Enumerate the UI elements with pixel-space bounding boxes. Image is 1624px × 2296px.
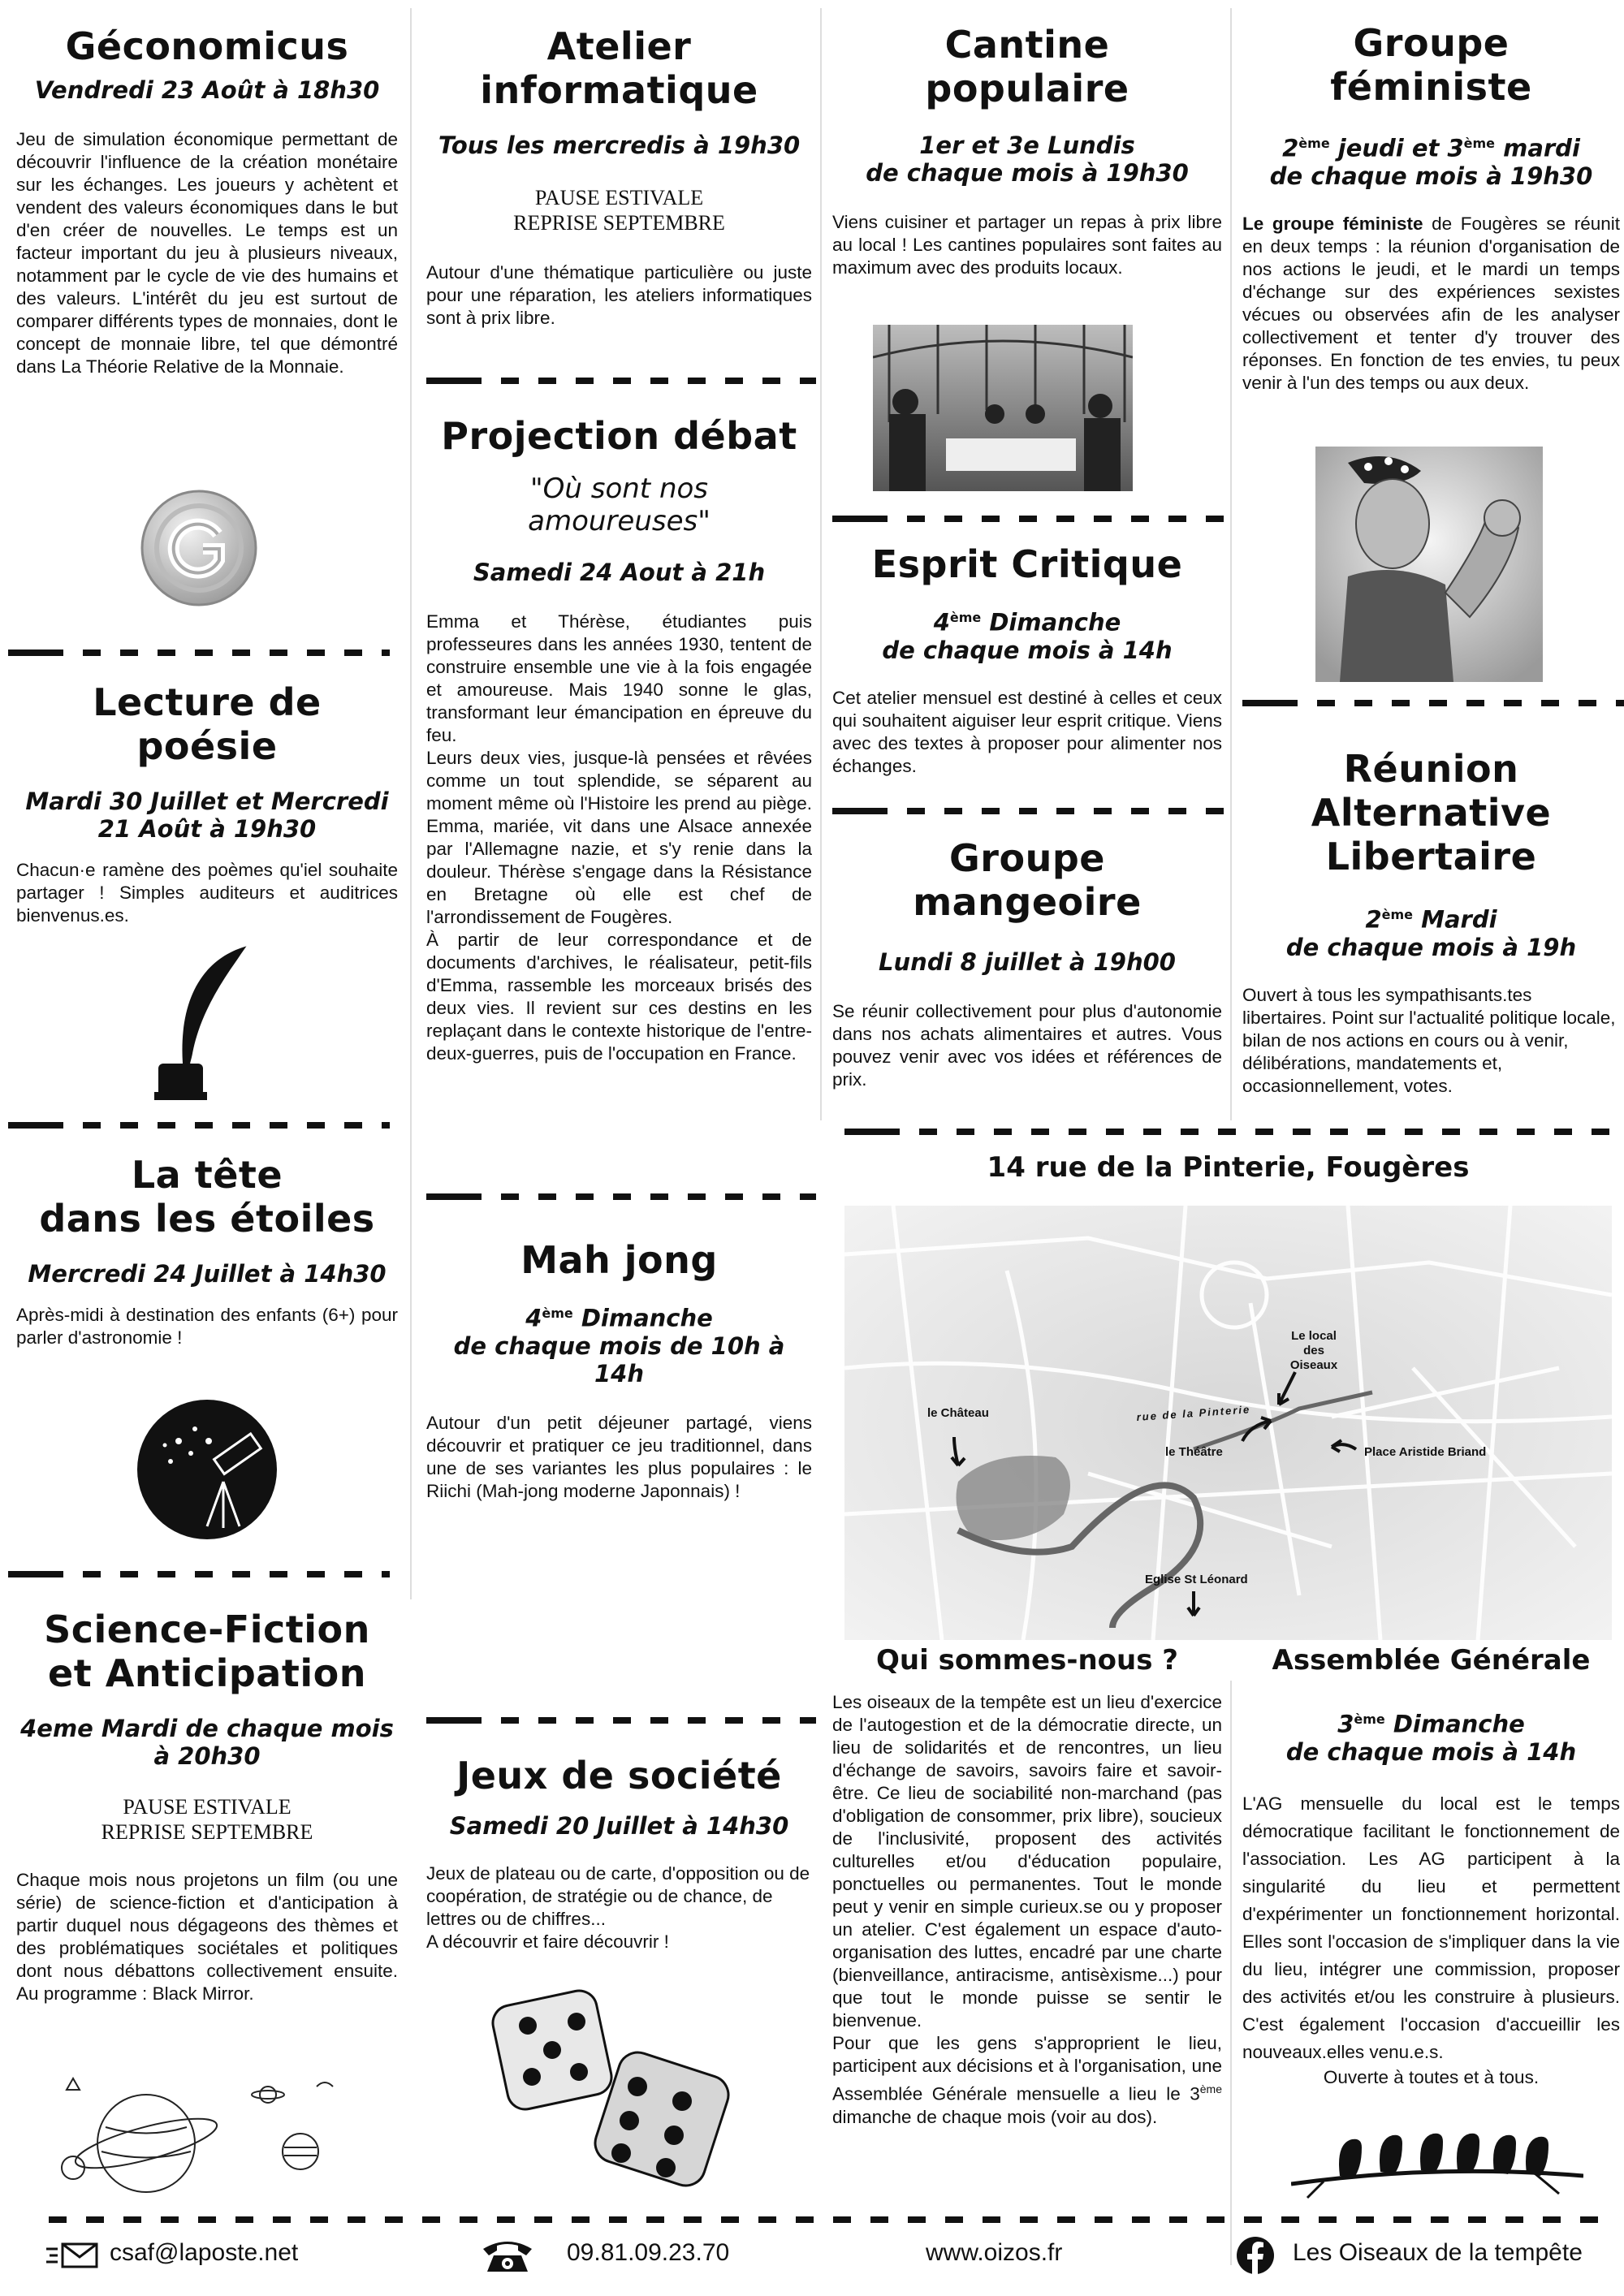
- event-title-line2: dans les étoiles: [39, 1197, 375, 1241]
- quill-icon: [146, 942, 260, 1104]
- pause-line2: REPRISE SEPTEMBRE: [513, 211, 725, 235]
- event-description: Autour d'un petit déjeuner partagé, viens découvrir et pratiquer ce jeu traditionnel, dans une de ses variantes les plus populaires : le Riichi (Mah-jong moderne Japonnais) !: [426, 1412, 812, 1501]
- event-description: Après-midi à destination des enfants (6+) pour parler d'astronomie !: [16, 1305, 398, 1348]
- event-reunion-alternative-libertaire: [1242, 747, 1620, 1098]
- event-poesie: [16, 680, 398, 927]
- event-title-line2: Alternative: [1311, 791, 1552, 835]
- footer-email-link[interactable]: csaf@laposte.net: [110, 2239, 299, 2266]
- section-title: Assemblée Générale: [1272, 1644, 1591, 1677]
- section-divider: [8, 1122, 390, 1129]
- map-label-place: Place Aristide Briand: [1364, 1445, 1487, 1459]
- section-divider: [426, 378, 816, 384]
- event-description-p1: Emma et Thérèse, étudiantes puis professeures dans les années 1930, tentent de construire ensemble une vie à la fois engagée et amoureuse. Mais 1940 sonne le glas, transformant leur émancipation en épreuve du feu.: [426, 611, 812, 745]
- section-closing: Ouverte à toutes et à tous.: [1323, 2066, 1540, 2087]
- event-title: Jeux de société: [456, 1754, 782, 1798]
- event-cantine-populaire: [832, 23, 1222, 279]
- event-atelier-informatique: [426, 24, 812, 330]
- section-divider: [8, 650, 390, 656]
- film-title-line1: "Où sont nos: [529, 473, 709, 505]
- event-projection-debat: [426, 414, 812, 1065]
- event-description-p1: Jeux de plateau ou de carte, d'opposition ou de coopération, de stratégie ou de chance, de lettres ou de chiffres...: [426, 1863, 810, 1929]
- event-title-line1: Groupe: [949, 836, 1105, 880]
- section-assemblee-generale: [1242, 1644, 1620, 2089]
- section-divider: [832, 516, 1230, 522]
- event-description-p2: Leurs deux vies, jusque-là pensées et rêvées comme un tout splendide, se séparent au moment même où l'Histoire les prend au piège. Emma, mariée, vit dans une Alsace annexée par l'Allemagne nazie, et s'y renie dans la douleur. Thérèse s'engage dans la Résistance en Bretagne où elle est chef de l'arrondissement de Fougères.: [426, 748, 812, 927]
- event-title-line2: mangeoire: [913, 880, 1142, 924]
- footer-phone[interactable]: 09.81.09.23.70: [567, 2239, 730, 2266]
- phone-icon: [479, 2234, 536, 2275]
- event-date: Samedi 20 Juillet à 14h30: [449, 1812, 789, 1840]
- birds-on-branch-illustration: [1291, 2107, 1583, 2204]
- section-description: L'AG mensuelle du local est le temps démocratique facilitant le fonctionnement de l'association. Les AG participent à la singularité du lieu et permettent d'expérimenter un fonctionnement horizontal. Elles sont l'occasion de s'impliquer dans la vie du lieu, intégrer une commission, proposer des activités et/ou les construire à plusieurs. C'est également l'occasion d'accueillir les nouveaux.elles venu.e.s.: [1242, 1793, 1620, 2062]
- event-title-line2: féministe: [1330, 65, 1532, 109]
- event-description: Cet atelier mensuel est destiné à celles et ceux qui souhaitent aiguiser leur esprit critique. Viens avec des textes à proposer pour alimenter nos échanges.: [832, 687, 1222, 776]
- mail-icon: [45, 2241, 100, 2270]
- map-label-local-line3: Oiseaux: [1289, 1358, 1338, 1372]
- footer-facebook-link[interactable]: Les Oiseaux de la tempête: [1293, 2239, 1583, 2266]
- event-date: 4ème Dimanche de chaque mois à 14h: [882, 608, 1173, 664]
- event-groupe-mangeoire: [832, 836, 1222, 1091]
- section-divider: [832, 808, 1230, 814]
- map-label-theatre: le Théâtre: [1165, 1445, 1223, 1459]
- dinner-photo: [873, 325, 1133, 491]
- event-description-p2: A découvrir et faire découvrir !: [426, 1931, 669, 1952]
- pause-line2: REPRISE SEPTEMBRE: [101, 1820, 313, 1844]
- telescope-icon: [134, 1396, 280, 1543]
- section-qui-sommes-nous: [832, 1644, 1222, 2129]
- event-mahjong: [426, 1238, 812, 1503]
- film-title-line2: amoureuses": [528, 505, 710, 537]
- section-divider: [1242, 700, 1624, 706]
- event-description: Se réunir collectivement pour plus d'autonomie dans nos achats alimentaires et autres. Vous pouvez venir avec vos idées et références de prix.: [832, 1001, 1222, 1090]
- section-title: Qui sommes-nous ?: [875, 1644, 1179, 1677]
- pause-line1: PAUSE ESTIVALE: [534, 186, 704, 209]
- event-date: Tous les mercredis à 19h30: [438, 132, 801, 159]
- event-title-line1: Lecture de: [93, 680, 322, 724]
- section-divider: [844, 1129, 1612, 1135]
- map-address: 14 rue de la Pinterie, Fougères: [987, 1151, 1470, 1184]
- location-map[interactable]: [844, 1206, 1612, 1640]
- facebook-icon: [1236, 2236, 1275, 2275]
- event-date-line2: de chaque mois à 19h30: [866, 159, 1189, 187]
- event-date: 4ème Dimanche de chaque mois de 10h à 14h: [453, 1304, 785, 1388]
- planets-illustration: [49, 2062, 374, 2200]
- event-title: Projection débat: [441, 414, 797, 458]
- event-date: 2ème Mardi de chaque mois à 19h: [1285, 905, 1577, 961]
- pause-line1: PAUSE ESTIVALE: [123, 1795, 292, 1819]
- section-divider: [426, 1193, 816, 1200]
- map-label-local-line2: des: [1303, 1344, 1324, 1357]
- event-date: Samedi 24 Aout à 21h: [473, 559, 766, 586]
- event-date: 3ème Dimanche de chaque mois à 14h: [1285, 1710, 1577, 1766]
- event-title-line3: Libertaire: [1325, 835, 1537, 878]
- map-label-local-line1: Le local: [1291, 1329, 1337, 1343]
- footer-divider: [49, 2216, 1600, 2223]
- event-description: Viens cuisiner et partager un repas à prix libre au local ! Les cantines populaires sont faites au maximum avec des produits locaux.: [832, 212, 1222, 278]
- event-date: Vendredi 23 Août à 18h30: [34, 76, 380, 104]
- footer-website-link[interactable]: www.oizos.fr: [926, 2239, 1063, 2266]
- map-label-eglise: Eglise St Léonard: [1145, 1573, 1248, 1586]
- event-title-line1: La tête: [131, 1153, 283, 1197]
- event-title: Mah jong: [520, 1238, 718, 1282]
- event-title-line1: Réunion: [1343, 747, 1519, 791]
- event-date: 2ème jeudi et 3ème mardi de chaque mois à 19h30: [1269, 134, 1593, 190]
- event-description: Autour d'une thématique particulière ou juste pour une réparation, les ateliers informatiques sont à prix libre.: [426, 262, 812, 328]
- event-description-p3: À partir de leur correspondance et de documents d'archives, le réalisateur, petit-fils d'Emma, rassemble les morceaux brisés des deux vies. Il revient sur ces destins en les replaçant dans le contexte historique de l'entre-deux-guerres, puis de l'occupation en France.: [426, 930, 812, 1064]
- event-date: Lundi 8 juillet à 19h00: [879, 948, 1176, 976]
- event-title-line1: Groupe: [1353, 21, 1510, 65]
- event-title-line1: Science-Fiction: [44, 1608, 370, 1651]
- event-jeux-de-societe: [426, 1754, 812, 1953]
- event-description: Jeu de simulation économique permettant de découvrir l'influence de la création monétaire sur les échanges. Les joueurs y achètent et vendent des valeurs économiques dans le but d'en créer de nouvelles. Le temps est un facteur important du jeu à plusieurs niveaux, notamment par le cycle de vie des humains et des valeurs. L'intérêt du jeu est surtout de comparer différents types de monnaies, dont le concept de monnaie libre, tel que démontré dans La Théorie Relative de la Monnaie.: [16, 129, 398, 377]
- event-title-line2: informatique: [480, 68, 758, 112]
- event-description: Chaque mois nous projetons un film (ou une série) de science-fiction et d'anticipation à partir duquel nous dégageons des thèmes et des problématiques sociétales et politiques dont nous débattons collectivement ensuite. Au programme : Black Mirror.: [16, 1870, 398, 2004]
- event-title-line2: poésie: [136, 724, 278, 768]
- event-date: Mercredi 24 Juillet à 14h30: [28, 1260, 387, 1288]
- event-geconomicus: [16, 24, 398, 378]
- section-divider: [8, 1571, 390, 1577]
- event-description: Chacun·e ramène des poèmes qu'iel souhaite partager ! Simples auditeurs et auditrices bienvenus.es.: [16, 860, 398, 926]
- dice-icon: [483, 1981, 743, 2200]
- event-groupe-feministe: [1242, 21, 1620, 395]
- event-title-line1: Atelier: [546, 24, 692, 68]
- event-esprit-critique: [832, 542, 1222, 778]
- event-title-line2: et Anticipation: [48, 1651, 366, 1695]
- event-date-line1: 1er et 3e Lundis: [919, 132, 1135, 159]
- map-label-chateau: le Château: [927, 1406, 989, 1420]
- section-description-p1: Les oiseaux de la tempête est un lieu d'exercice de l'autogestion et de la démocratie directe, un lieu de solidarités et de rencontres, un lieu d'échange de savoirs, savoirs faire et savoir-être. Ce lieu de sociabilité non-marchand (pas d'obligation de consommer, prix libre), soucieux de l'inclusivité, proposent des activités culturelles et/ou d'éducation populaire, ponctuelles ou permanentes. Tout le monde peut y venir en simple curieux.se ou y proposer un atelier. C'est également un espace d'auto-organisation des luttes, encadré par une charte (bienveillance, antiracisme, antisèxisme...) pour que tout le monde puisse se sentir le bienvenue.: [832, 1692, 1222, 2031]
- event-description: Ouvert à tous les sympathisants.tes libertaires. Point sur l'actualité politique locale, bilan de nos actions en cours ou à venir, délibérations, mandatements et, occasionnellement, votes.: [1242, 984, 1616, 1096]
- event-title: Géconomicus: [65, 24, 349, 68]
- event-date: 4eme Mardi de chaque mois à 20h30: [20, 1715, 394, 1770]
- coin-icon: [138, 487, 260, 609]
- event-title: Esprit Critique: [871, 542, 1183, 586]
- rosie-riveter-illustration: [1315, 447, 1543, 682]
- event-title-line2: populaire: [925, 67, 1129, 110]
- map-label-rue: rue de la Pinterie: [1136, 1403, 1251, 1423]
- event-description: Le groupe féministe de Fougères se réunit en deux temps : la réunion d'organisation de nos actions le jeudi, et le mardi un temps d'échange sur des expériences sexistes vécues ou observées afin de les analyser collectivement et tenter d'y trouver des réponses. En fonction de tes envies, tu peux venir à l'un des temps ou aux deux.: [1242, 213, 1620, 393]
- section-divider: [426, 1717, 816, 1724]
- event-scifi: [16, 1608, 398, 2005]
- section-description-p2: Pour que les gens s'approprient le lieu, participent aux décisions et à l'organisation, une Assemblée Générale mensuelle a lieu le 3ème dimanche de chaque mois (voir au dos).: [832, 2033, 1222, 2127]
- event-etoiles: [16, 1153, 398, 1349]
- event-title-line1: Cantine: [944, 23, 1110, 67]
- event-date: Mardi 30 Juillet et Mercredi 21 Août à 19h30: [25, 788, 389, 843]
